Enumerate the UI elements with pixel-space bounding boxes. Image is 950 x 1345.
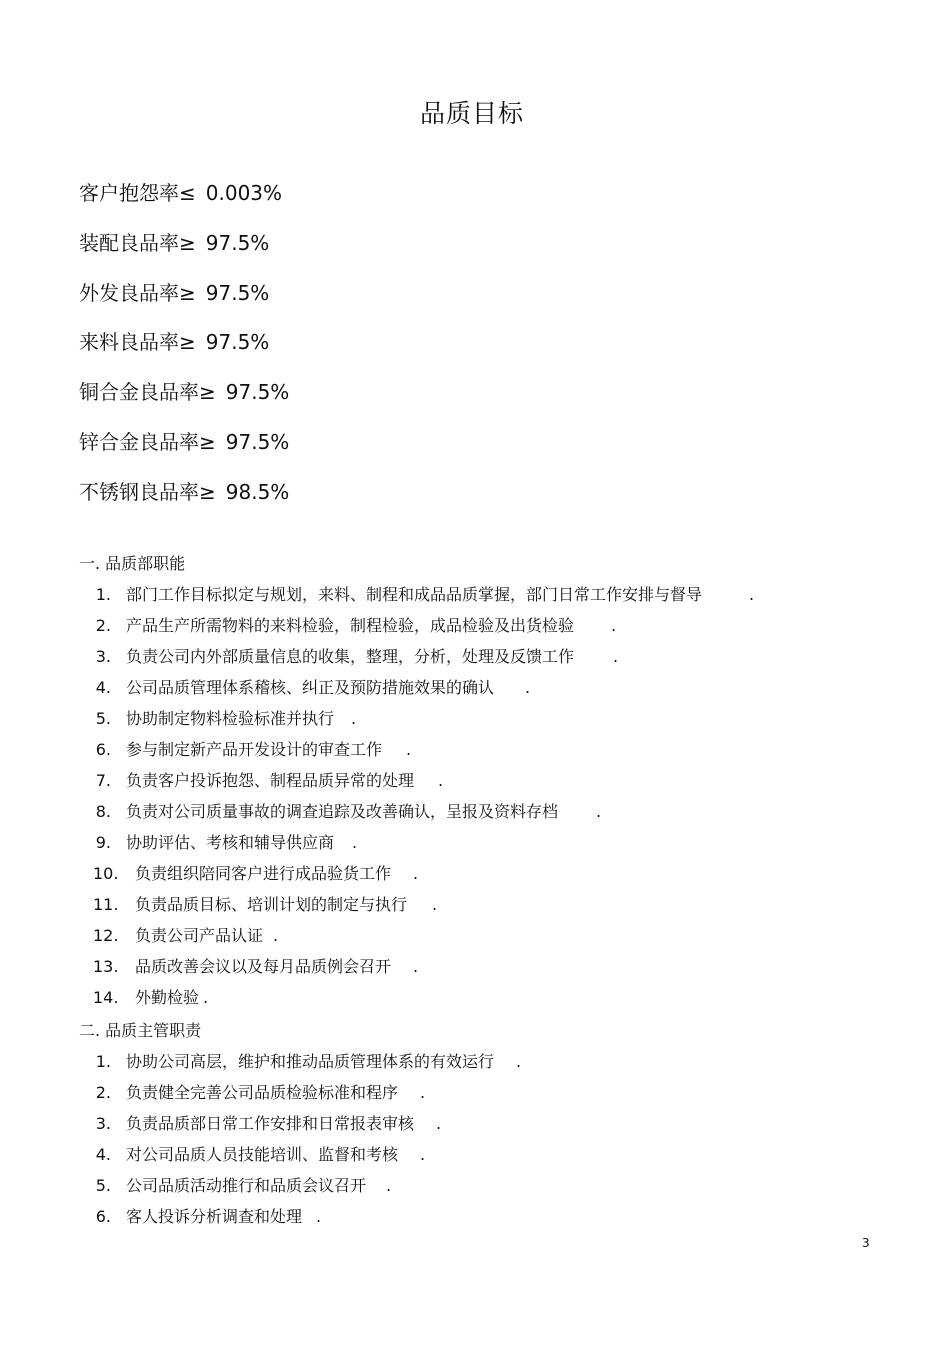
list-item-end-mark: . — [438, 771, 444, 790]
quality-target — [79, 228, 289, 278]
list-item-number: 2. — [95, 616, 111, 635]
list-item-end-mark: . — [749, 585, 755, 604]
list-item-text: 负责组织陪同客户进行成品验货工作 — [135, 864, 392, 883]
list-item-text: 协助评估、考核和辅导供应商 — [126, 833, 335, 852]
list-item-text: 对公司品质人员技能培训、监督和考核 — [126, 1145, 399, 1164]
section-heading: 一. 品质部职能 — [79, 554, 186, 573]
section-supervisor-duties — [79, 1019, 521, 1236]
page-number: 3 — [862, 1236, 870, 1250]
list-item — [79, 738, 754, 769]
list-item-number: 2. — [95, 1083, 111, 1102]
list-item-text: 参与制定新产品开发设计的审查工作 — [126, 740, 383, 759]
list-item-text: 负责健全完善公司品质检验标准和程序 — [126, 1083, 399, 1102]
quality-targets-list — [79, 178, 289, 527]
list-item-text: 外勤检验 — [135, 988, 200, 1007]
list-item-number: 9. — [95, 833, 111, 852]
target-value: 0.003% — [205, 181, 283, 205]
list-item-end-mark: . — [386, 1176, 392, 1195]
list-item-end-mark: . — [525, 678, 531, 697]
section-department-functions — [79, 552, 754, 1017]
target-label: 锌合金良品率≥ — [79, 429, 216, 454]
target-value: 98.5% — [225, 479, 290, 504]
quality-target — [79, 278, 289, 328]
list-item-text: 负责对公司质量事故的调查追踪及改善确认，呈报及资料存档 — [126, 802, 559, 821]
section-heading: 二. 品质主管职责 — [79, 1021, 202, 1040]
list-item-number: 11. — [93, 895, 119, 914]
list-item-end-mark: . — [316, 1207, 322, 1226]
target-label: 不锈钢良品率≥ — [79, 479, 216, 504]
list-item-end-mark: . — [596, 802, 602, 821]
list-item-number: 3. — [95, 1114, 111, 1133]
quality-target — [79, 178, 289, 228]
list-item-end-mark: . — [413, 957, 419, 976]
target-label: 装配良品率≥ — [79, 230, 196, 255]
list-item-text: 负责品质目标、培训计划的制定与执行 — [135, 895, 408, 914]
list-item-number: 10. — [93, 864, 119, 883]
list-item — [79, 862, 754, 893]
list-item-text: 客人投诉分析调查和处理 — [126, 1207, 303, 1226]
list-item — [79, 614, 754, 645]
list-item-text: 协助制定物料检验标准并执行 — [126, 709, 335, 728]
list-item-number: 1. — [95, 585, 111, 604]
list-item-end-mark: . — [420, 1145, 426, 1164]
target-value: 97.5% — [225, 380, 290, 405]
list-item-end-mark: . — [613, 647, 619, 666]
list-item — [79, 924, 754, 955]
target-value: 97.5% — [205, 230, 270, 255]
list-item-number: 6. — [95, 1207, 111, 1226]
list-item — [79, 831, 754, 862]
target-label: 来料良品率≥ — [79, 330, 196, 355]
list-item — [79, 583, 754, 614]
list-item-number: 4. — [95, 678, 111, 697]
list-item-number: 8. — [95, 802, 111, 821]
list-item-end-mark: . — [273, 926, 279, 945]
list-item-end-mark: . — [352, 833, 358, 852]
list-item-number: 7. — [95, 771, 111, 790]
list-item-end-mark: . — [516, 1052, 522, 1071]
list-item-end-mark: . — [413, 864, 419, 883]
list-item — [79, 769, 754, 800]
list-item-end-mark: . — [203, 988, 209, 1007]
quality-target — [79, 427, 289, 477]
target-label: 客户抱怨率≤ — [79, 181, 196, 205]
list-item-end-mark: . — [611, 616, 617, 635]
target-label: 铜合金良品率≥ — [79, 380, 216, 405]
list-item-text: 公司品质管理体系稽核、纠正及预防措施效果的确认 — [126, 678, 495, 697]
list-item — [79, 1143, 521, 1174]
list-item-end-mark: . — [420, 1083, 426, 1102]
list-item — [79, 1081, 521, 1112]
list-item-text: 负责公司产品认证 — [135, 926, 264, 945]
list-item-number: 5. — [95, 1176, 111, 1195]
list-item — [79, 1050, 521, 1081]
list-item-end-mark: . — [351, 709, 357, 728]
list-item-number: 3. — [95, 647, 111, 666]
list-item — [79, 1174, 521, 1205]
list-item-text: 负责客户投诉抱怨、制程品质异常的处理 — [126, 771, 415, 790]
list-item — [79, 800, 754, 831]
quality-target — [79, 477, 289, 527]
list-item-number: 12. — [93, 926, 119, 945]
list-item-number: 14. — [93, 988, 119, 1007]
target-value: 97.5% — [205, 330, 270, 355]
list-item-number: 1. — [95, 1052, 111, 1071]
list-item — [79, 986, 754, 1017]
quality-target — [79, 327, 289, 377]
list-item-number: 4. — [95, 1145, 111, 1164]
list-item-text: 负责公司内外部质量信息的收集，整理，分析，处理及反馈工作 — [126, 647, 575, 666]
list-item-text: 产品生产所需物料的来料检验，制程检验，成品检验及出货检验 — [126, 616, 575, 635]
list-item — [79, 1112, 521, 1143]
target-value: 97.5% — [205, 280, 270, 305]
list-item-number: 5. — [95, 709, 111, 728]
list-item — [79, 676, 754, 707]
list-item-text: 部门工作目标拟定与规划，来料、制程和成品品质掌握，部门日常工作安排与督导 — [126, 585, 703, 604]
list-item — [79, 1205, 521, 1236]
list-item-text: 品质改善会议以及每月品质例会召开 — [135, 957, 392, 976]
quality-target — [79, 377, 289, 427]
target-value: 97.5% — [225, 429, 290, 454]
list-item-text: 公司品质活动推行和品质会议召开 — [126, 1176, 367, 1195]
target-label: 外发良品率≥ — [79, 280, 196, 305]
list-item-end-mark: . — [436, 1114, 442, 1133]
list-item — [79, 955, 754, 986]
list-item — [79, 645, 754, 676]
list-item-text: 负责品质部日常工作安排和日常报表审核 — [126, 1114, 415, 1133]
list-item-text: 协助公司高层，维护和推动品质管理体系的有效运行 — [126, 1052, 495, 1071]
list-item-number: 13. — [93, 957, 119, 976]
list-item — [79, 707, 754, 738]
list-item-end-mark: . — [432, 895, 438, 914]
list-item — [79, 893, 754, 924]
list-item-number: 6. — [95, 740, 111, 759]
list-item-end-mark: . — [406, 740, 412, 759]
page-title: 品质目标 — [419, 99, 524, 128]
